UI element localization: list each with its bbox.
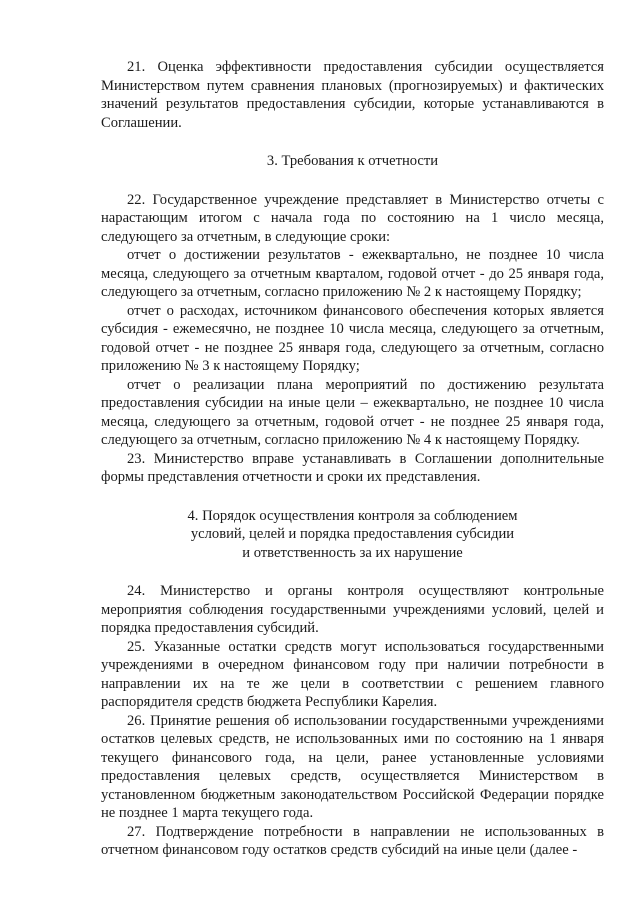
document-body: [101, 58, 604, 860]
section-3-title: 3. Требования к отчетности: [266, 153, 439, 169]
paragraph-23: 23. Министерство вправе устанавливать в Соглашении дополнительные формы представления отчетности и сроки их представления.: [101, 450, 604, 485]
paragraph-24: 24. Министерство и органы контроля осуществляют контрольные мероприятия соблюдения государственными учреждениями условий, целей и порядка предоставления субсидий.: [101, 583, 604, 636]
paragraph-22: 22. Государственное учреждение представляет в Министерство отчеты с нарастающим итогом с начала года по состоянию на 1 число месяца, следующего за отчетным, в следующие сроки:: [101, 191, 604, 245]
paragraph-22-item-3: отчет о реализации плана мероприятий по достижению результата предоставления субсидии на иные цели – ежеквартально, не позднее 10 числа месяца, следующего за отчетным, годовой отчет - не позднее 25 января года, следующего за отчетным, согласно приложению № 4 к настоящему Порядку.: [101, 376, 604, 448]
paragraph-21: 21. Оценка эффективности предоставления субсидии осуществляется Министерством путем сравнения плановых (прогнозируемых) и фактических значений результатов предоставления субсидии, которые устанавливаются в Соглашении.: [101, 59, 604, 131]
section-4-title-line-1: 4. Порядок осуществления контроля за соблюдением: [187, 507, 518, 524]
paragraph-22-item-1: отчет о достижении результатов - ежеквартально, не позднее 10 числа месяца, следующего за отчетным кварталом, годовой отчет - до 25 января года, следующего за отчетным, согласно приложению № 2 к настоящему Порядку;: [101, 247, 604, 300]
paragraph-27: 27. Подтверждение потребности в направлении не использованных в отчетном финансовом году остатков средств субсидий на иные цели (далее -: [101, 823, 604, 858]
section-4-title-line-3: и ответственность за их нарушение: [242, 544, 463, 561]
paragraph-25: 25. Указанные остатки средств могут использоваться государственными учреждениями в очередном финансовом году при наличии потребности в направлении их на те же цели в соответствии с решением главного распорядителя средств бюджета Республики Карелия.: [101, 638, 604, 710]
paragraph-22-item-2: отчет о расходах, источником финансового обеспечения которых является субсидия - ежемесячно, не позднее 10 числа месяца, следующего за отчетным, годовой отчет - не позднее 25 января года, следующего за отчетным, согласно приложению № 3 к настоящему Порядку;: [101, 302, 604, 374]
paragraph-26: 26. Принятие решения об использовании государственными учреждениями остатков целевых средств, не использованных ими по состоянию на 1 января текущего финансового года, на цели, ранее установленные условиями предоставления целевых средств, осуществляется Министерством в установленном бюджетным законодательством Российской Федерации порядке не позднее 1 марта текущего года.: [101, 712, 604, 821]
section-4-title-line-2: условий, целей и порядка предоставления субсидии: [190, 526, 515, 542]
